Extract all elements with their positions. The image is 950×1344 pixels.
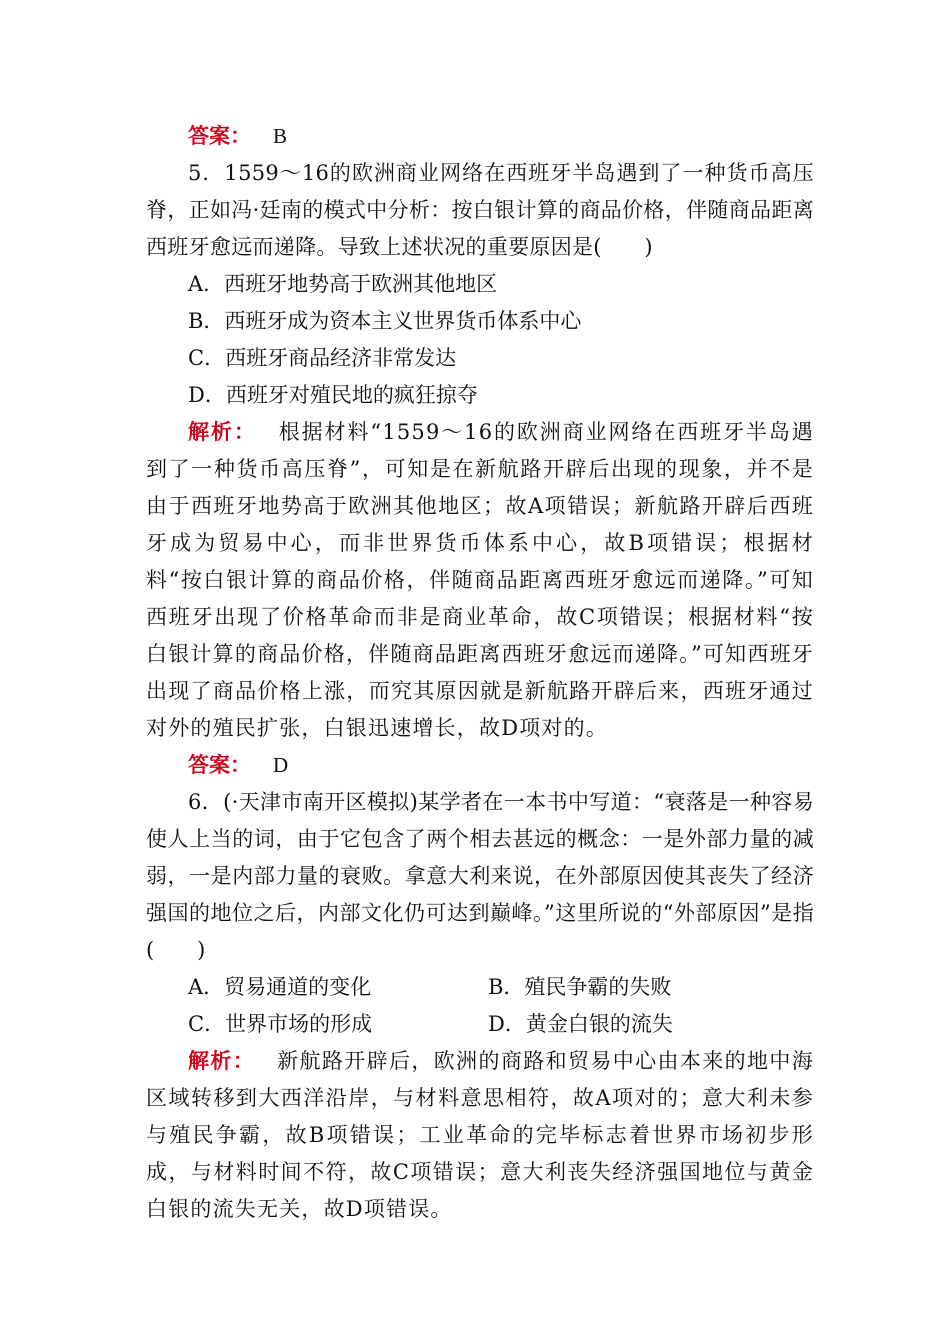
q5-option-d: D．西班牙对殖民地的疯狂掠夺	[188, 383, 478, 407]
answer-value: D	[273, 753, 289, 777]
q5-option-c: C．西班牙商品经济非常发达	[188, 346, 457, 370]
answer-tag: 答案：	[188, 124, 251, 148]
answer-value: B	[273, 124, 288, 148]
q5-stem: 5．1559～16的欧洲商业网络在西班牙半岛遇到了一种货币高压脊，正如冯·廷南的模式中分析：按白银计算的商品价格，伴随商品距离西班牙愈远而递降。导致上述状况的重要原因是( )	[146, 161, 814, 259]
q5-option-b: B．西班牙成为资本主义世界货币体系中心	[188, 309, 582, 333]
explain-tag: 解析：	[188, 420, 257, 444]
q6-explanation	[146, 1043, 814, 1228]
q6-option-d: D．黄金白银的流失	[488, 1012, 673, 1036]
q6-options-row-2	[146, 1006, 814, 1043]
explain-tag: 解析：	[188, 1049, 256, 1073]
q6-option-a: A．贸易通道的变化	[188, 975, 372, 999]
q6-option-c: C．世界市场的形成	[188, 1012, 373, 1036]
q6-options-row-1	[146, 969, 814, 1006]
explain-text: 根据材料“1559～16的欧洲商业网络在西班牙半岛遇到了一种货币高压脊”，可知是在新航路开辟后出现的现象，并不是由于西班牙地势高于欧洲其他地区；故A项错误；新航路开辟后西班牙成为贸易中心，而非世界货币体系中心，故B项错误；根据材料“按白银计算的商品价格，伴随商品距离西班牙愈远而递降。”可知西班牙出现了价格革命而非是商业革命，故C项错误；根据材料“按白银计算的商品价格，伴随商品距离西班牙愈远而递降。”可知西班牙出现了商品价格上涨，而究其原因就是新航路开辟后来，西班牙通过对外的殖民扩张，白银迅速增长，故D项对的。	[146, 420, 814, 740]
q6-option-b: B．殖民争霸的失败	[488, 975, 672, 999]
document-page	[146, 118, 814, 1228]
q5-explanation	[146, 414, 814, 747]
explain-text: 新航路开辟后，欧洲的商路和贸易中心由本来的地中海区域转移到大西洋沿岸，与材料意思相符，故A项对的；意大利未参与殖民争霸，故B项错误；工业革命的完毕标志着世界市场初步形成，与材料时间不符，故C项错误；意大利丧失经济强国地位与黄金白银的流失无关，故D项错误。	[146, 1049, 814, 1221]
q5-answer	[146, 747, 814, 784]
q6-stem: 6．(·天津市南开区模拟)某学者在一本书中写道：“衰落是一种容易使人上当的词，由于它包含了两个相去甚远的概念：一是外部力量的减弱，一是内部力量的衰败。拿意大利来说，在外部原因使其丧失了经济强国的地位之后，内部文化仍可达到巅峰。”这里所说的“外部原因”是指( )	[146, 790, 814, 962]
q5-option-a: A．西班牙地势高于欧洲其他地区	[188, 272, 498, 296]
q4-answer	[146, 118, 814, 155]
answer-tag: 答案：	[188, 753, 251, 777]
